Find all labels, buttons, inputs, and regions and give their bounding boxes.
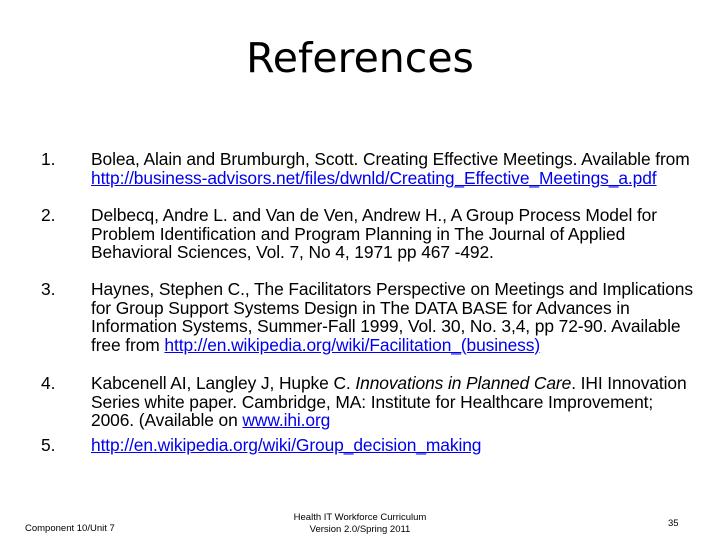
reference-number: 3. — [41, 279, 56, 299]
reference-link[interactable]: http://business-advisors.net/files/dwnld/Creating_Effective_Meetings_a.pdf — [91, 167, 657, 188]
reference-link[interactable]: www.ihi.org — [242, 410, 331, 431]
reference-link[interactable]: http://en.wikipedia.org/wiki/Facilitation_(business) — [164, 334, 541, 355]
slide-title: References — [246, 34, 474, 82]
reference-number: 5. — [41, 435, 56, 455]
reference-link[interactable]: http://en.wikipedia.org/wiki/Group_decision_making — [91, 435, 482, 455]
references-list — [38, 150, 698, 455]
reference-number: 1. — [41, 149, 56, 169]
reference-item-3 — [38, 280, 698, 374]
reference-number: 4. — [41, 373, 56, 393]
footer-curriculum-line2: Version 2.0/Spring 2011 — [309, 524, 411, 535]
footer-curriculum — [260, 512, 460, 536]
reference-item-5 — [38, 436, 698, 455]
reference-text: Bolea, Alain and Brumburgh, Scott. Creating Effective Meetings. Available from — [91, 149, 690, 169]
reference-item-1 — [38, 150, 698, 206]
reference-text: . IHI Innovation Series white paper. Cambridge, MA: Institute for Healthcare Improvement; 2006. (Available on — [91, 373, 687, 431]
reference-item-4 — [38, 374, 698, 436]
page-number: 35 — [668, 518, 679, 529]
reference-number: 2. — [41, 205, 56, 225]
reference-item-2 — [38, 206, 698, 280]
reference-italic-title: Innovations in Planned Care — [355, 373, 572, 393]
reference-text: Delbecq, Andre L. and Van de Ven, Andrew H., A Group Process Model for Problem Identification and Program Planning in The Journal of Applied Behavioral Sciences, Vol. 7, No 4, 1971 pp 467 -492. — [91, 205, 657, 263]
footer-component: Component 10/Unit 7 — [25, 523, 115, 534]
reference-text: Haynes, Stephen C., The Facilitators Perspective on Meetings and Implications for Group Support Systems Design in The DATA BASE for Advances in Information Systems, Summer-Fall 1999, Vol. 30, No. 3,4, pp 72-90. Available free from — [91, 279, 693, 355]
reference-text: Kabcenell AI, Langley J, Hupke C. — [91, 373, 356, 393]
footer-curriculum-line1: Health IT Workforce Curriculum — [293, 512, 427, 523]
